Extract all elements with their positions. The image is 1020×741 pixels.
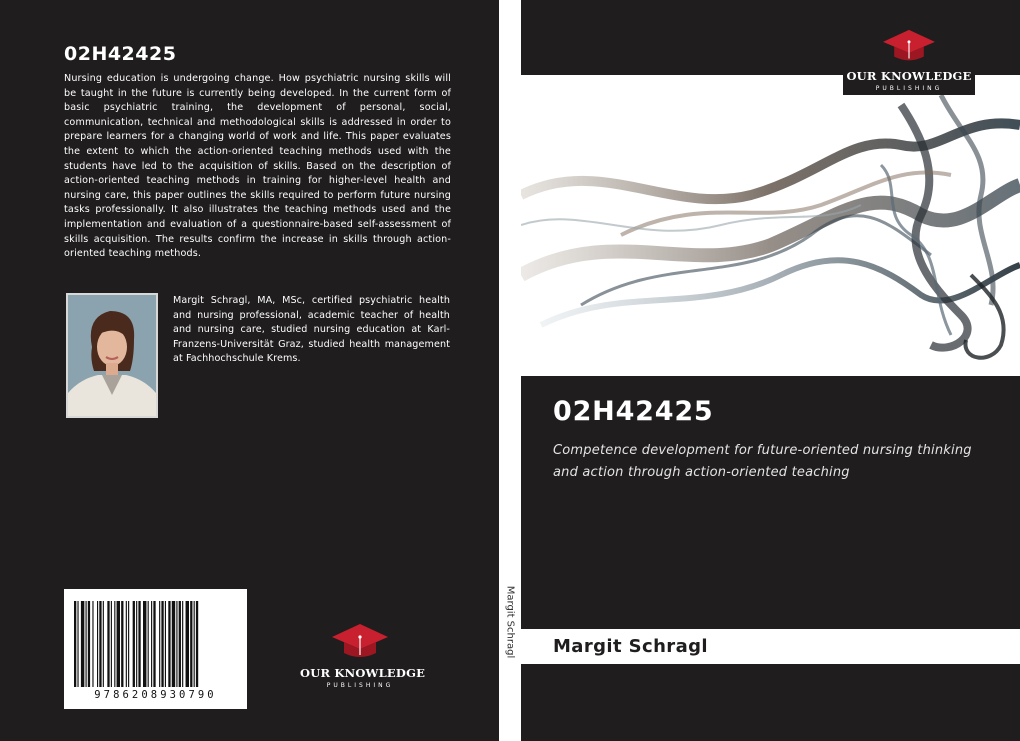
barcode-bars bbox=[64, 589, 247, 689]
publisher-subtitle: PUBLISHING bbox=[875, 85, 943, 92]
author-band bbox=[521, 629, 1020, 664]
front-cover-title: 02H42425 bbox=[553, 396, 714, 427]
author-bio: Margit Schragl, MA, MSc, certified psychiatric health and nursing professional, academic teacher of health and nursing care, studied nursing education at Karl-Franzens-Universität Graz, studied health management at Fachhochschule Krems. bbox=[173, 295, 450, 365]
graduation-cap-icon bbox=[881, 28, 937, 65]
barcode bbox=[64, 589, 247, 709]
author-photo bbox=[66, 293, 158, 418]
front-cover-author: Margit Schragl bbox=[553, 636, 708, 657]
barcode-digits: 9786208930790 bbox=[94, 689, 217, 701]
front-cover-subtitle: Competence development for future-oriented nursing thinking and action through action-oriented teaching bbox=[553, 443, 972, 480]
graduation-cap-icon bbox=[330, 622, 390, 662]
spine-author: Margit Schragl bbox=[504, 585, 516, 659]
back-cover-blurb: Nursing education is undergoing change. How psychiatric nursing skills will be taught in the future is currently being developed. In the current form of basic psychiatric training, the development of personal, social, communication, technical and methodological skills is addressed in order to prepare learners for a changing world of work and life. This paper evaluates the extent to which the action-oriented teaching methods used with the students have led to the acquisition of skills. Based on the description of action-oriented teaching methods in training for higher-level health and nursing care, this paper outlines the skills required to perform future nursing tasks professionally. It also illustrates the teaching methods used and the implementation and evaluation of a questionnaire-based self-assessment of skills acquisition. The results confirm the increase in skills through action-oriented teaching methods. bbox=[64, 73, 451, 260]
publisher-name: OUR KNOWLEDGE bbox=[300, 666, 426, 680]
back-publisher-logo bbox=[300, 622, 426, 689]
back-cover bbox=[0, 0, 499, 741]
smoke-artwork bbox=[521, 75, 1020, 376]
publisher-subtitle: PUBLISHING bbox=[326, 682, 394, 689]
front-publisher-logo bbox=[843, 26, 975, 95]
publisher-name: OUR KNOWLEDGE bbox=[846, 69, 972, 83]
back-cover-title: 02H42425 bbox=[64, 43, 177, 65]
